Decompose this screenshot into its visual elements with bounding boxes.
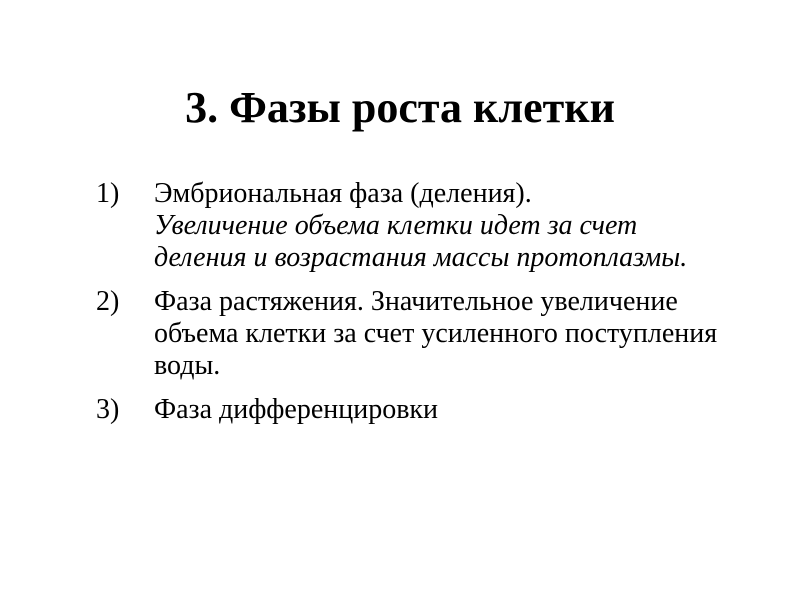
slide-title: 3. Фазы роста клетки [185, 83, 615, 132]
list-item [96, 178, 736, 274]
phase-list [96, 178, 736, 438]
list-item-body [154, 178, 736, 274]
list-item-number: 3) [96, 394, 120, 425]
list-item-number: 1) [96, 178, 120, 209]
list-item [96, 394, 736, 426]
list-item [96, 286, 736, 382]
list-item-text: Фаза дифференцировки [154, 394, 439, 425]
list-item-italic-text: Увеличение объема клетки идет за счет деления и возрастания массы протоплазмы. [154, 210, 688, 273]
list-item-number: 2) [96, 286, 120, 317]
list-item-text: Фаза растяжения. Значительное увеличение объема клетки за счет усиленного поступления воды. [154, 286, 718, 381]
list-item-text: Эмбриональная фаза (деления). [154, 178, 532, 209]
